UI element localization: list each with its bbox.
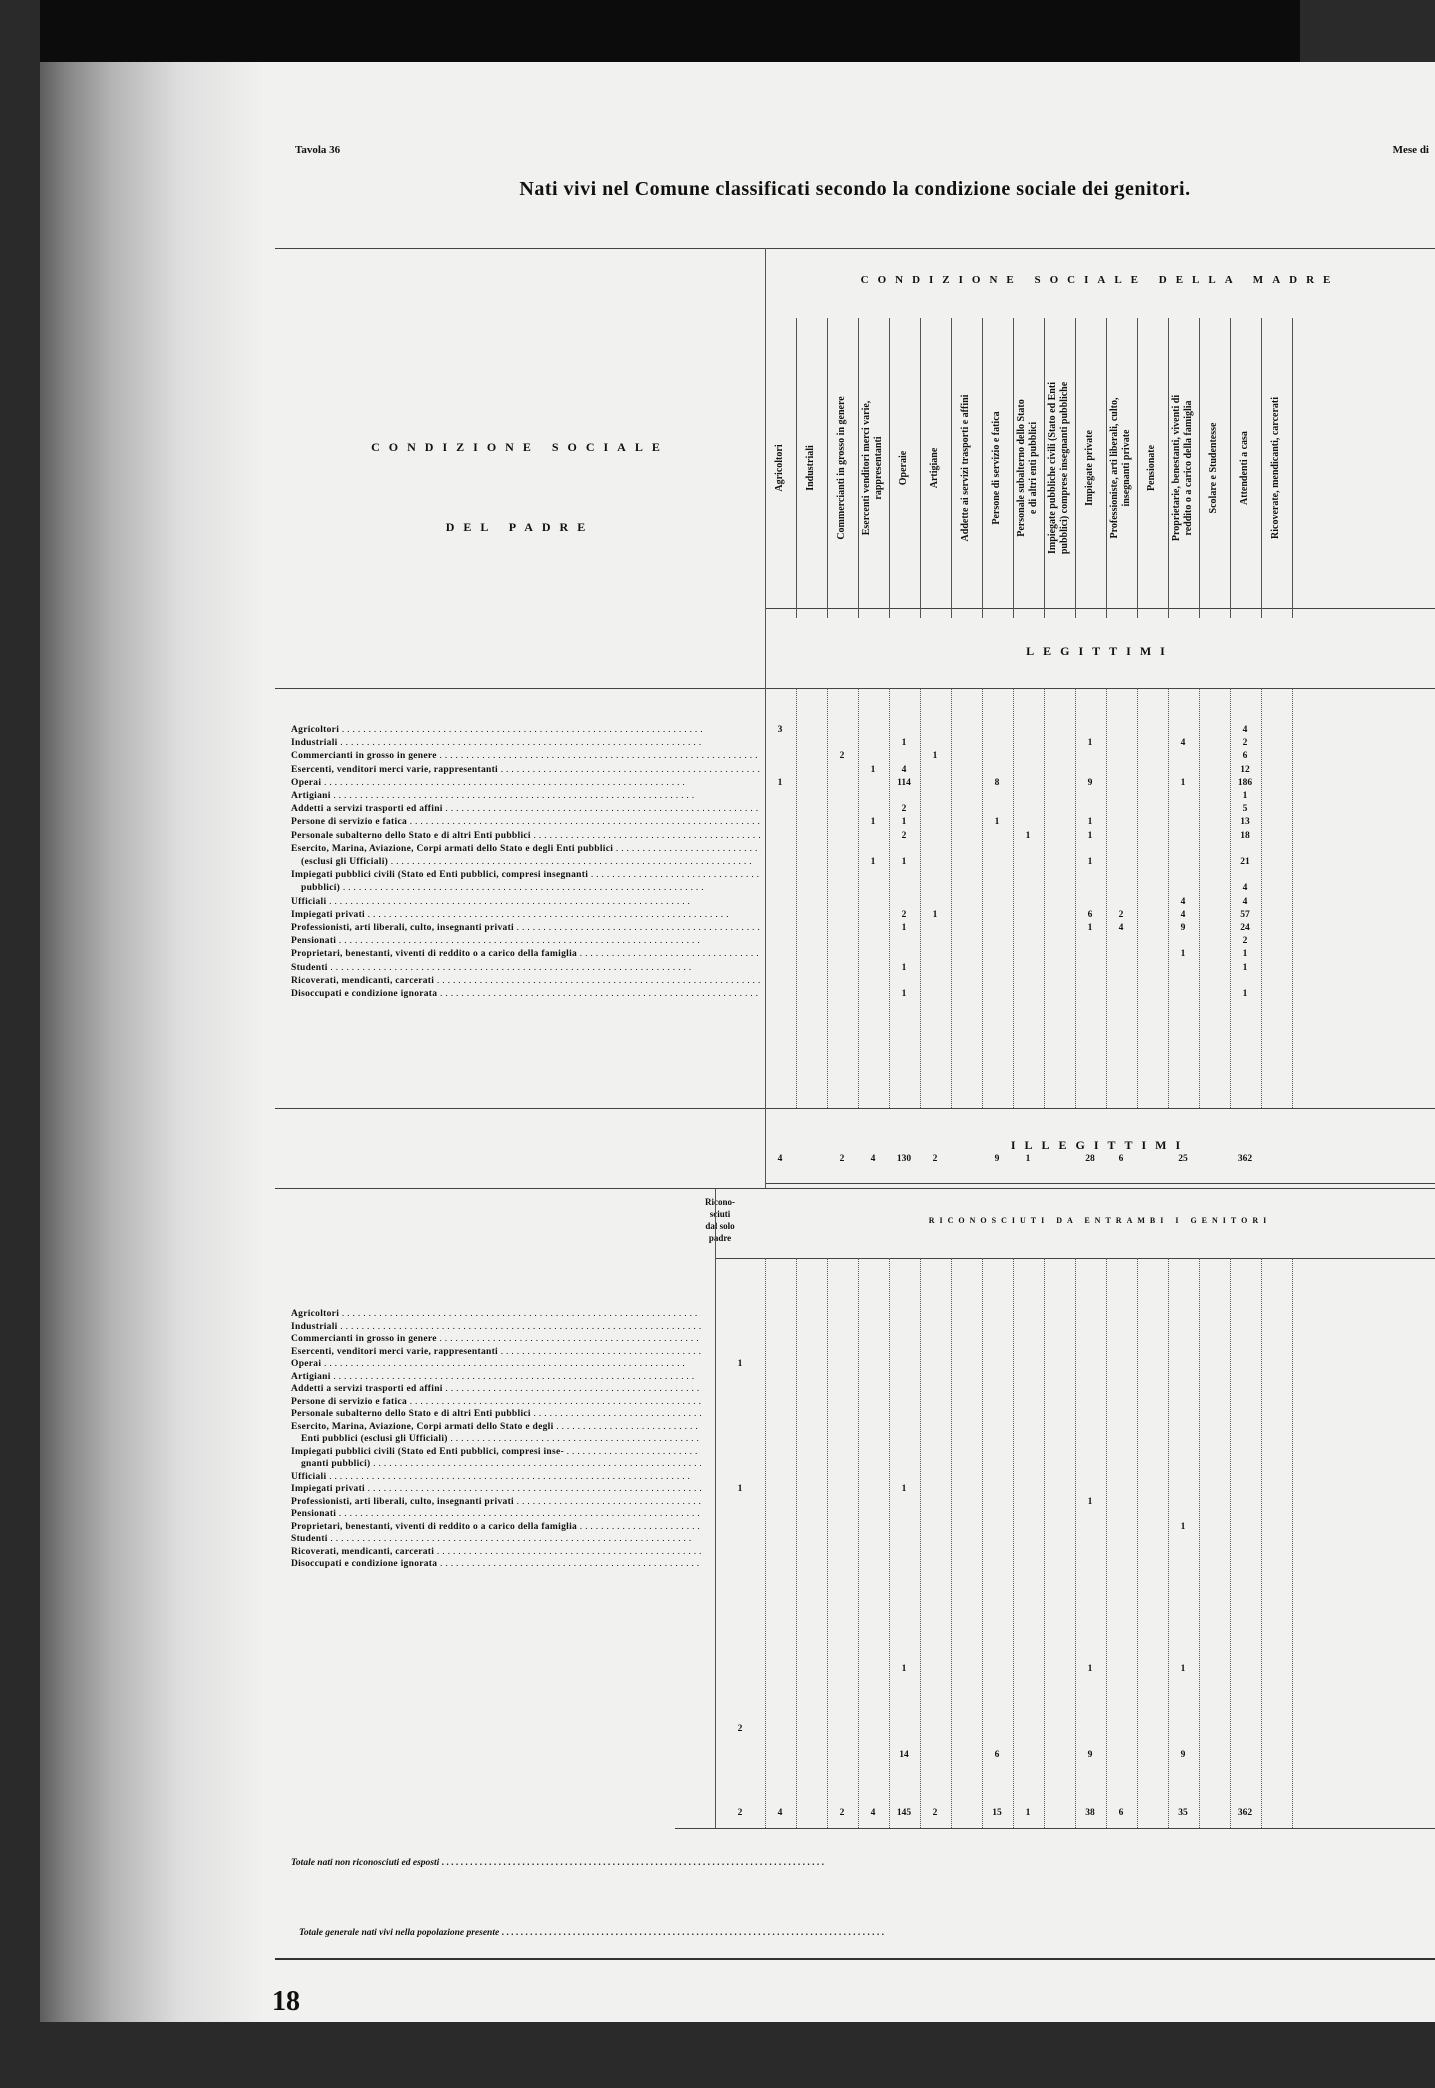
- legit-cell: 2: [901, 804, 907, 815]
- mother-col-header: [1106, 318, 1136, 618]
- summary-cell: 2: [839, 1808, 845, 1818]
- legit-total-cell: 4: [870, 1154, 876, 1164]
- father-row-illegit: gnanti pubblici) . . .: [301, 1458, 701, 1471]
- legit-cell: 2: [1242, 738, 1248, 749]
- legit-cell: 4: [1180, 738, 1186, 749]
- mother-col-header: [1137, 318, 1167, 618]
- legit-cell: 3: [777, 725, 783, 735]
- father-row-illegit: Impiegati pubblici civili (Stato ed Enti pubblici, compresi inse- . . .: [291, 1446, 701, 1459]
- legit-cell: 2: [1118, 909, 1124, 920]
- mother-col-header: [1075, 318, 1105, 618]
- rule-vertical: [1292, 1258, 1293, 1828]
- father-row-legit: (esclusi gli Ufficiali) . . .: [301, 856, 761, 869]
- father-row-legit: Persone di servizio e fatica . . .: [291, 816, 761, 829]
- legit-cell: 18: [1240, 830, 1250, 841]
- mother-col-header: [1168, 318, 1198, 618]
- rule-vertical: [765, 1258, 766, 1828]
- summary-cell: 15: [992, 1808, 1002, 1818]
- rule-vertical: [765, 688, 766, 1108]
- legit-cell: 9: [1087, 777, 1093, 788]
- father-header-line2: DEL PADRE: [445, 520, 595, 534]
- rule-vertical: [1137, 688, 1138, 1108]
- legit-cell: 4: [1242, 883, 1248, 894]
- mother-col-header: [889, 318, 919, 618]
- legit-cell: 5: [1242, 804, 1248, 815]
- legit-cell: 1: [1180, 777, 1186, 788]
- legit-cell: 4: [1242, 896, 1248, 907]
- legit-cell: 21: [1240, 857, 1250, 867]
- legit-cell: 1: [1087, 923, 1093, 933]
- summary-cell: 9: [1180, 1750, 1186, 1760]
- summary-padre-cell: 2: [737, 1808, 743, 1818]
- legittimi-label: LEGITTIMI: [1026, 644, 1174, 658]
- rule-vertical: [1261, 1258, 1262, 1828]
- rule-vertical: [796, 688, 797, 1108]
- rule-vertical: [1013, 688, 1014, 1108]
- legit-cell: 1: [1025, 830, 1031, 841]
- father-row-legit: Ufficiali . . .: [291, 896, 761, 909]
- rule-vertical: [827, 1258, 828, 1828]
- mother-col-header: [1199, 318, 1229, 618]
- illegit-padre-cell: 1: [737, 1484, 743, 1494]
- legit-cell: 12: [1240, 764, 1250, 775]
- mother-col-header: [1261, 318, 1291, 618]
- legit-cell: 1: [994, 817, 1000, 828]
- legit-cell: 1: [901, 989, 907, 999]
- mother-col-label: Personale subalterno dello Stato e di altri enti pubblici: [1016, 399, 1039, 537]
- father-row-illegit: Disoccupati e condizione ignorata . . .: [291, 1558, 701, 1571]
- father-row-legit: Personale subalterno dello Stato e di altri Enti pubblici . . .: [291, 830, 761, 843]
- rule-vertical: [982, 1258, 983, 1828]
- father-row-legit: Pensionati . . .: [291, 935, 761, 948]
- legit-cell: 4: [901, 764, 907, 775]
- rule-vertical: [858, 1258, 859, 1828]
- legit-cell: 9: [1180, 923, 1186, 933]
- mother-col-label: Proprietarie, benestanti, viventi di reddito o a carico della famiglia: [1171, 394, 1194, 542]
- summary-cell: 35: [1178, 1808, 1188, 1818]
- mother-col-header: [827, 318, 857, 618]
- summary-cell: 6: [994, 1750, 1000, 1760]
- legit-cell: 6: [1242, 751, 1248, 762]
- rule-vertical: [1292, 688, 1293, 1108]
- legit-cell: 57: [1240, 909, 1250, 920]
- legit-cell: 1: [777, 777, 783, 788]
- rule-vertical: [1199, 1258, 1200, 1828]
- legit-cell: 6: [1087, 909, 1093, 920]
- father-row-legit: Operai . . .: [291, 777, 761, 790]
- rule-vertical: [951, 688, 952, 1108]
- father-row-illegit: Esercenti, venditori merci varie, rappresentanti . . .: [291, 1346, 701, 1359]
- legit-cell: 1: [1180, 949, 1186, 960]
- legit-total-cell: 2: [839, 1154, 845, 1164]
- legit-total-cell: 28: [1085, 1154, 1095, 1164]
- rule-vertical: [1199, 688, 1200, 1108]
- legit-total-cell: 4: [777, 1154, 783, 1164]
- summary-cell: 145: [896, 1808, 912, 1818]
- father-row-legit: Ricoverati, mendicanti, carcerati . . .: [291, 975, 761, 988]
- rule-vertical: [1106, 1258, 1107, 1828]
- legit-cell: 8: [994, 777, 1000, 788]
- illegit-cell: 1: [1180, 1521, 1186, 1532]
- legit-cell: 4: [1180, 896, 1186, 907]
- legit-total-cell: 2: [932, 1154, 938, 1164]
- rule-vertical: [889, 688, 890, 1108]
- father-row-illegit: Agricoltori . . .: [291, 1308, 701, 1321]
- rule-horizontal: [675, 1828, 1435, 1829]
- rule-vertical: [1230, 1258, 1231, 1828]
- mother-col-header: [920, 318, 950, 618]
- legit-cell: 1: [1242, 962, 1248, 973]
- legit-total-cell: 9: [994, 1154, 1000, 1164]
- mother-col-label: Esercenti venditori merci varie, rappresentanti: [861, 400, 884, 536]
- statistical-table-page: [275, 108, 1435, 1960]
- riconosciuti-padre-header: Ricono- sciuti dal solo padre: [705, 1197, 735, 1243]
- mother-col-label: Impiegate private: [1084, 430, 1095, 506]
- legit-cell: 1: [1087, 857, 1093, 867]
- footer-non-riconosciuti: Totale nati non riconosciuti ed esposti . . .: [291, 1858, 1431, 1868]
- father-row-legit: Industriali . . .: [291, 737, 761, 750]
- father-row-legit: Studenti . . .: [291, 962, 761, 975]
- mother-col-label: Ricoverate, mendicanti, carcerati: [1270, 397, 1281, 539]
- legit-cell: 24: [1240, 923, 1250, 933]
- mother-col-label: Attendenti a casa: [1239, 431, 1250, 505]
- mother-col-label: Operaie: [898, 450, 909, 486]
- mother-col-header: [765, 318, 795, 618]
- summary-cell: 38: [1085, 1808, 1095, 1818]
- rule-vertical: [1044, 688, 1045, 1108]
- table-label: Tavola 36: [295, 144, 341, 156]
- page-title: Nati vivi nel Comune classificati secondo la condizione sociale dei genitori.: [519, 178, 1191, 200]
- illegit-padre-cell: 1: [737, 1359, 743, 1369]
- rule-vertical: [1013, 1258, 1014, 1828]
- mother-header: CONDIZIONE SOCIALE DELLA MADRE: [860, 274, 1340, 286]
- mother-col-header: [858, 318, 888, 618]
- father-row-legit: Agricoltori . . .: [291, 724, 761, 737]
- mother-col-header: [982, 318, 1012, 618]
- legit-cell: 2: [839, 751, 845, 762]
- father-row-illegit: Operai . . .: [291, 1358, 701, 1371]
- mother-col-header: [1013, 318, 1043, 618]
- legit-cell: 4: [1242, 725, 1248, 735]
- mother-col-label: Agricoltori: [774, 444, 785, 492]
- legit-cell: 1: [1087, 817, 1093, 828]
- illegittimi-label: ILLEGITTIMI: [1010, 1138, 1190, 1152]
- father-row-illegit: Personale subalterno dello Stato e di altri Enti pubblici . . .: [291, 1408, 701, 1421]
- rule-vertical: [1075, 688, 1076, 1108]
- summary-cell: 362: [1237, 1808, 1253, 1818]
- legit-cell: 1: [1242, 949, 1248, 960]
- rule-horizontal: [275, 1188, 1435, 1189]
- legit-total-cell: 130: [896, 1154, 912, 1164]
- father-row-legit: Commercianti in grosso in genere . . .: [291, 750, 761, 763]
- mother-col-label: Persone di servizio e fatica: [991, 411, 1002, 525]
- legit-cell: 1: [1087, 738, 1093, 749]
- rule-vertical: [951, 1258, 952, 1828]
- rule-vertical: [889, 1258, 890, 1828]
- mother-col-label: Artigiane: [929, 447, 940, 489]
- father-row-illegit: Studenti . . .: [291, 1533, 701, 1546]
- summary-cell: 1: [901, 1664, 907, 1674]
- legit-cell: 1: [901, 962, 907, 973]
- legit-cell: 1: [901, 857, 907, 867]
- illegit-cell: 1: [901, 1484, 907, 1494]
- father-row-illegit: Industriali . . .: [291, 1321, 701, 1334]
- father-row-legit: Esercito, Marina, Aviazione, Corpi armati dello Stato e degli Enti pubblici . . .: [291, 843, 761, 856]
- legit-cell: 1: [1242, 791, 1248, 801]
- legit-cell: 1: [870, 817, 876, 828]
- legit-cell: 2: [901, 909, 907, 920]
- mother-col-label: Commercianti in grosso in genere: [836, 396, 847, 540]
- father-row-legit: pubblici) . . .: [301, 882, 761, 895]
- summary-cell: 1: [1025, 1808, 1031, 1818]
- father-row-legit: Esercenti, venditori merci varie, rappresentanti . . .: [291, 764, 761, 777]
- mother-col-header: [1230, 318, 1260, 618]
- rule-vertical: [796, 1258, 797, 1828]
- legit-total-cell: 1: [1025, 1154, 1031, 1164]
- father-row-illegit: Pensionati . . .: [291, 1508, 701, 1521]
- father-row-illegit: Enti pubblici (esclusi gli Ufficiali) . . .: [301, 1433, 701, 1446]
- illegit-cell: 1: [1087, 1496, 1093, 1507]
- rule-vertical: [1292, 318, 1293, 618]
- father-row-illegit: Artigiani . . .: [291, 1371, 701, 1384]
- rule-vertical: [715, 1188, 716, 1828]
- riconosciuti-entrambi-header: RICONOSCIUTI DA ENTRAMBI I GENITORI: [928, 1216, 1272, 1225]
- summary-cell: 14: [899, 1750, 909, 1760]
- mother-col-label: Industriali: [805, 445, 816, 491]
- father-row-legit: Impiegati privati . . .: [291, 909, 761, 922]
- father-row-legit: Impiegati pubblici civili (Stato ed Enti pubblici, compresi insegnanti . . .: [291, 869, 761, 882]
- rule-horizontal: [765, 1183, 1435, 1184]
- rule-vertical: [858, 688, 859, 1108]
- legit-cell: 13: [1240, 817, 1250, 828]
- father-row-illegit: Ufficiali . . .: [291, 1471, 701, 1484]
- mother-col-header: [796, 318, 826, 618]
- rule-vertical: [1044, 1258, 1045, 1828]
- summary-cell: 9: [1087, 1750, 1093, 1760]
- rule-horizontal: [275, 248, 1435, 249]
- legit-cell: 114: [897, 777, 911, 788]
- page-number: 18: [272, 1986, 300, 2017]
- father-row-illegit: Commercianti in grosso in genere . . .: [291, 1333, 701, 1346]
- legit-cell: 4: [1180, 909, 1186, 920]
- legit-cell: 186: [1237, 777, 1253, 788]
- mother-col-label: Professioniste, arti liberali, culto, insegnanti private: [1109, 397, 1132, 539]
- rule-vertical: [1075, 1258, 1076, 1828]
- legit-cell: 1: [901, 738, 907, 749]
- summary-cell: 2: [932, 1808, 938, 1818]
- legit-cell: 1: [901, 817, 907, 828]
- mother-col-header: [951, 318, 981, 618]
- father-row-legit: Professionisti, arti liberali, culto, insegnanti privati . . .: [291, 922, 761, 935]
- summary-cell: 1: [1087, 1664, 1093, 1674]
- rule-vertical: [1106, 688, 1107, 1108]
- father-row-illegit: Proprietari, benestanti, viventi di reddito o a carico della famiglia . . .: [291, 1521, 701, 1534]
- legit-total-cell: 25: [1178, 1154, 1188, 1164]
- legit-cell: 1: [932, 751, 938, 762]
- father-row-legit: Artigiani . . .: [291, 790, 761, 803]
- mother-col-label: Scolare e Studentesse: [1208, 422, 1219, 514]
- book-binding-shadow: [40, 62, 265, 2022]
- mother-col-label: Impiegate pubbliche civili (Stato ed Enti pubblici) comprese insegnanti pubbliche: [1047, 381, 1070, 555]
- father-header-line1: CONDIZIONE SOCIALE: [371, 440, 669, 454]
- legit-total-cell: 362: [1237, 1154, 1253, 1164]
- rule-vertical: [1137, 1258, 1138, 1828]
- father-row-illegit: Addetti a servizi trasporti ed affini . . .: [291, 1383, 701, 1396]
- rule-vertical: [982, 688, 983, 1108]
- legit-cell: 4: [1118, 923, 1124, 933]
- father-row-illegit: Esercito, Marina, Aviazione, Corpi armati dello Stato e degli . . .: [291, 1421, 701, 1434]
- father-row-legit: Proprietari, benestanti, viventi di reddito o a carico della famiglia . . .: [291, 948, 761, 961]
- rule-horizontal: [275, 1958, 1435, 1960]
- legit-total-cell: 6: [1118, 1154, 1124, 1164]
- legit-cell: 1: [932, 909, 938, 920]
- rule-vertical: [1261, 688, 1262, 1108]
- legit-cell: 1: [870, 764, 876, 775]
- legit-cell: 2: [1242, 936, 1248, 947]
- summary-padre-cell: 2: [737, 1724, 743, 1734]
- father-row-illegit: Professionisti, arti liberali, culto, insegnanti privati . . .: [291, 1496, 701, 1509]
- mother-col-label: Pensionate: [1146, 444, 1157, 492]
- father-row-legit: Addetti a servizi trasporti ed affini . . .: [291, 803, 761, 816]
- father-row-illegit: Persone di servizio e fatica . . .: [291, 1396, 701, 1409]
- rule-vertical: [920, 1258, 921, 1828]
- mother-col-header: [1044, 318, 1074, 618]
- summary-cell: 6: [1118, 1808, 1124, 1818]
- father-row-illegit: Ricoverati, mendicanti, carcerati . . .: [291, 1546, 701, 1559]
- month-label: Mese di: [1392, 144, 1429, 156]
- legit-cell: 2: [901, 830, 907, 841]
- legit-cell: 1: [870, 857, 876, 867]
- legit-cell: 1: [1242, 989, 1248, 999]
- rule-vertical: [1168, 1258, 1169, 1828]
- summary-cell: 4: [870, 1808, 876, 1818]
- legit-cell: 1: [1087, 830, 1093, 841]
- mother-col-label: Addette ai servizi trasporti e affini: [960, 394, 971, 542]
- footer-totale-generale: Totale generale nati vivi nella popolazione presente . . .: [299, 1928, 1431, 1938]
- father-row-illegit: Impiegati privati . . .: [291, 1483, 701, 1496]
- father-row-legit: Disoccupati e condizione ignorata . . .: [291, 988, 761, 1001]
- summary-cell: 1: [1180, 1664, 1186, 1674]
- summary-cell: 4: [777, 1808, 783, 1818]
- legit-cell: 1: [901, 923, 907, 933]
- rule-horizontal: [275, 1108, 1435, 1109]
